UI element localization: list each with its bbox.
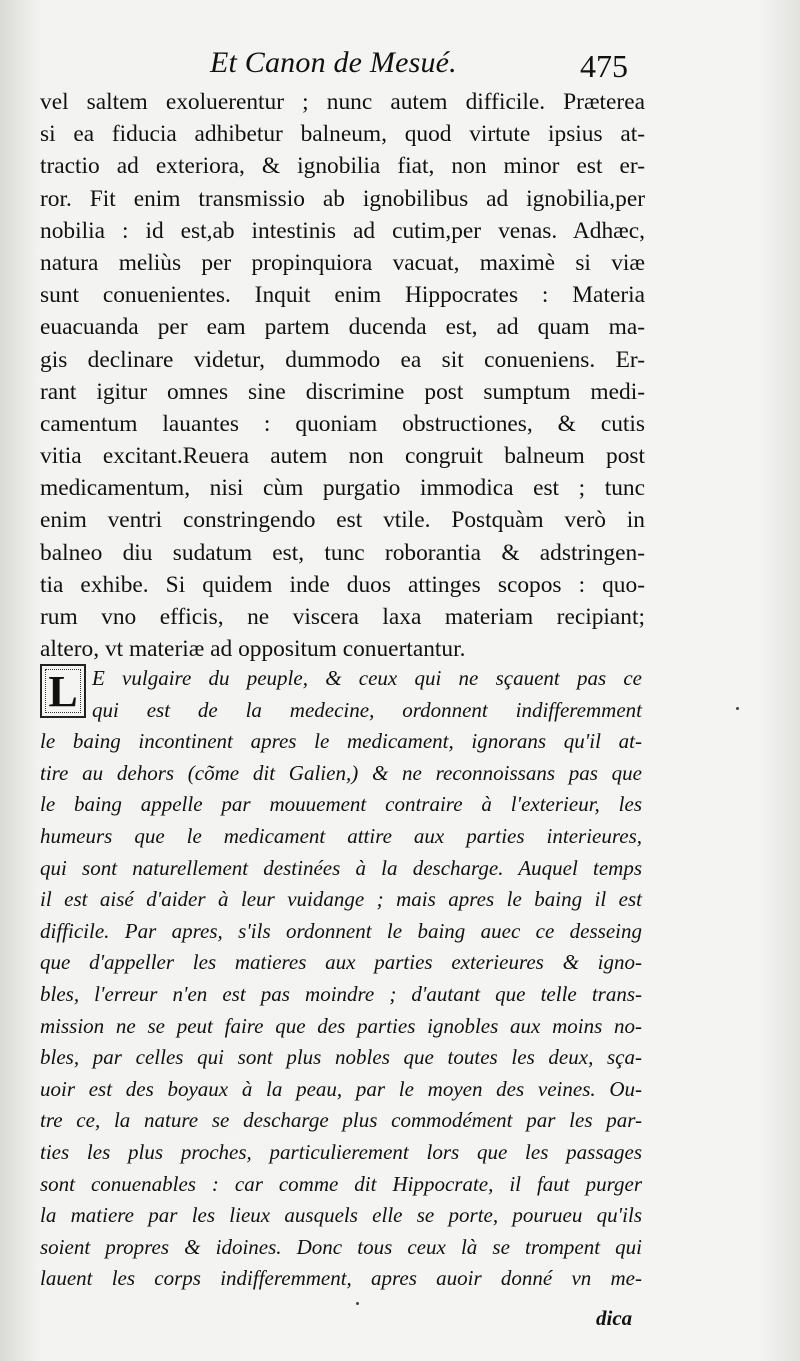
latin-line: balneo diu sudatum est, tunc roborantia & adstringen-: [40, 539, 645, 566]
french-line: lauent les corps indifferemment, apres auoir donné vn me-: [40, 1266, 642, 1291]
latin-line: si ea fiducia adhibetur balneum, quod virtute ipsius at-: [40, 121, 645, 148]
latin-line: natura meliùs per propinquiora vacuat, maximè si viæ: [40, 249, 645, 276]
latin-line: medicamentum, nisi cùm purgatio immodica est ; tunc: [40, 475, 645, 502]
latin-line: vel saltem exoluerentur ; nunc autem difficile. Præterea: [40, 89, 645, 115]
french-line: humeurs que le medicament attire aux parties interieures,: [40, 823, 642, 848]
french-line: bles, l'erreur n'en est pas moindre ; d'autant que telle trans-: [40, 981, 642, 1006]
ink-speck: [736, 707, 739, 710]
latin-line: tia exhibe. Si quidem inde duos attinges scopos : quo-: [40, 571, 645, 598]
latin-line: rum vno efficis, ne viscera laxa materiam recipiant;: [40, 604, 645, 630]
french-line: ties les plus proches, particulierement lors que les passages: [40, 1139, 642, 1164]
french-line: le baing incontinent apres le medicament, ignorans qu'il at-: [40, 729, 642, 754]
french-line: bles, par celles qui sont plus nobles que toutes les deux, sça-: [40, 1045, 642, 1070]
latin-line: camentum lauantes : quoniam obstructiones, & cutis: [40, 410, 645, 437]
french-line: mission ne se peut faire que des parties ignobles aux moins no-: [40, 1013, 642, 1038]
latin-line: altero, vt materiæ ad oppositum conuertantur.: [40, 636, 466, 663]
french-line: la matiere par les lieux ausquels elle se porte, pourueu qu'ils: [40, 1203, 642, 1228]
french-line: E vulgaire du peuple, & ceux qui ne sçauent pas ce: [92, 666, 642, 690]
latin-line: tractio ad exteriora, & ignobilia fiat, non minor est er-: [40, 153, 645, 180]
french-line: que d'appeller les matieres aux parties exterieures & igno-: [40, 950, 642, 975]
latin-paragraph: [40, 86, 645, 665]
french-line: qui sont naturellement destinées à la descharge. Auquel temps: [40, 855, 642, 880]
ink-speck: [356, 1302, 359, 1305]
latin-line: enim ventri constringendo est vtile. Postquàm verò in: [40, 507, 645, 534]
running-title: Et Canon de Mesué.: [210, 46, 457, 79]
french-line: qui est de la medecine, ordonnent indifferemment: [92, 697, 642, 722]
french-line: il est aisé d'aider à leur vuidange ; mais apres le baing il est: [40, 887, 642, 912]
french-paragraph: [40, 663, 642, 1295]
latin-line: gis declinare videtur, dummodo ea sit conueniens. Er-: [40, 346, 645, 373]
french-line: le baing appelle par mouuement contraire à l'exterieur, les: [40, 792, 642, 817]
page-number: 475: [580, 48, 628, 84]
latin-line: sunt conuenientes. Inquit enim Hippocrates : Materia: [40, 282, 645, 309]
ornamental-dropcap: L: [40, 664, 86, 718]
french-line: difficile. Par apres, s'ils ordonnent le baing auec ce desseing: [40, 918, 642, 943]
latin-line: euacuanda per eam partem ducenda est, ad quam ma-: [40, 314, 645, 341]
french-line: sont conuenables : car comme dit Hippocrate, il faut purger: [40, 1171, 642, 1196]
latin-line: nobilia : id est,ab intestinis ad cutim,per venas. Adhæc,: [40, 217, 645, 244]
page-header: [0, 42, 800, 88]
french-line: uoir est des boyaux à la peau, par le moyen des veines. Ou-: [40, 1076, 642, 1101]
latin-line: vitia excitant.Reuera autem non congruit balneum post: [40, 443, 645, 470]
catchword: dica: [596, 1306, 633, 1330]
latin-line: ror. Fit enim transmissio ab ignobilibus ad ignobilia,per: [40, 185, 645, 212]
latin-line: rant igitur omnes sine discrimine post sumptum medi-: [40, 378, 645, 405]
french-line: tre ce, la nature se descharge plus commodément par les par-: [40, 1108, 642, 1133]
french-line: tire au dehors (cõme dit Galien,) & ne reconnoissans pas que: [40, 760, 642, 785]
french-line: soient propres & idoines. Donc tous ceux là se trompent qui: [40, 1234, 642, 1259]
